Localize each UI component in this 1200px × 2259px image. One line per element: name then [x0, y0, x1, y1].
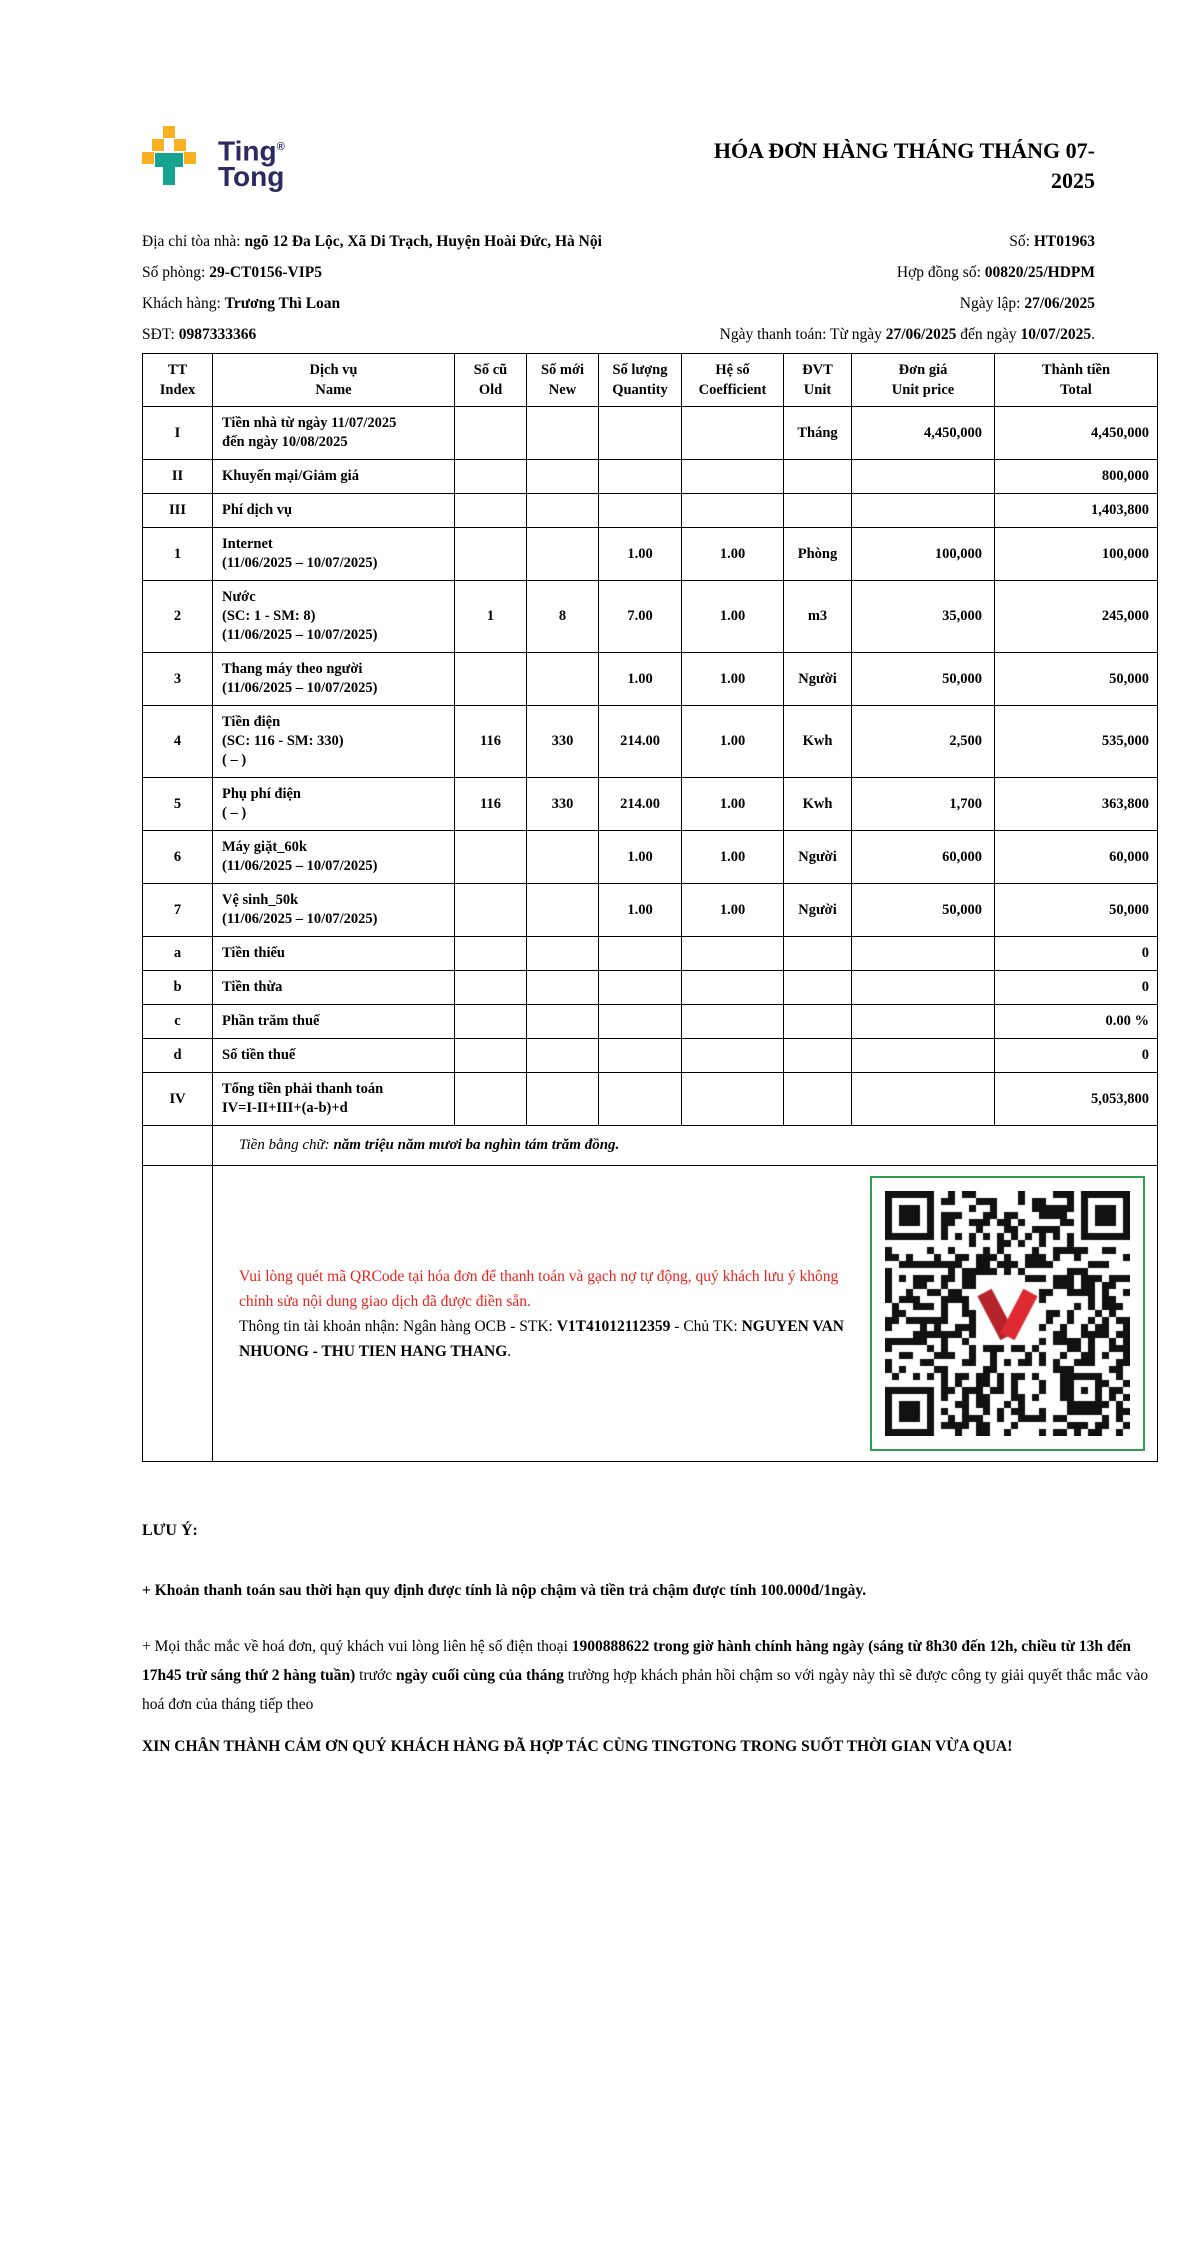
cell-coef — [682, 1073, 784, 1126]
cell-qty: 1.00 — [599, 831, 682, 884]
cell-unit: Người — [784, 884, 852, 937]
cell-total: 245,000 — [995, 581, 1158, 653]
cell-new: 330 — [527, 778, 599, 831]
cell-unit — [784, 460, 852, 494]
cell-qty — [599, 1073, 682, 1126]
cell-unit: Kwh — [784, 706, 852, 778]
table-row-c — [143, 1005, 1158, 1039]
cell-total: 50,000 — [995, 653, 1158, 706]
cell-name: Phí dịch vụ — [213, 494, 455, 528]
table-row-5 — [143, 778, 1158, 831]
cell-coef — [682, 494, 784, 528]
table-row-4 — [143, 706, 1158, 778]
cell-old: 116 — [455, 778, 527, 831]
cell-price: 35,000 — [852, 581, 995, 653]
col-header-name: Dịch vụ Name — [213, 354, 455, 407]
header-row — [143, 354, 1158, 407]
cell-total: 0.00 % — [995, 1005, 1158, 1039]
cell-new — [527, 937, 599, 971]
table-row-2 — [143, 581, 1158, 653]
amount-in-words-cell: Tiền bằng chữ: năm triệu năm mươi ba nghìn tám trăm đồng. — [213, 1126, 1158, 1166]
cell-qty: 7.00 — [599, 581, 682, 653]
cell-new — [527, 1005, 599, 1039]
cell-new — [527, 494, 599, 528]
info-line: Ngày thanh toán: Từ ngày 27/06/2025 đến ngày 10/07/2025. — [719, 326, 1095, 343]
info-line: Số phòng: 29-CT0156-VIP5 — [142, 264, 322, 281]
cell-tt: d — [143, 1039, 213, 1073]
cell-coef — [682, 937, 784, 971]
cell-new — [527, 460, 599, 494]
cell-new — [527, 884, 599, 937]
cell-coef: 1.00 — [682, 884, 784, 937]
tingtong-logo-icon — [142, 126, 196, 186]
cell-tt: 5 — [143, 778, 213, 831]
cell-unit: Người — [784, 653, 852, 706]
cell-total: 1,403,800 — [995, 494, 1158, 528]
cell-old — [455, 494, 527, 528]
cell-qty — [599, 460, 682, 494]
table-summary — [143, 1126, 1158, 1462]
info-line: Khách hàng: Trương Thì Loan — [142, 295, 341, 312]
cell-price: 2,500 — [852, 706, 995, 778]
table-header — [143, 354, 1158, 407]
cell-price: 50,000 — [852, 653, 995, 706]
cell-unit: Phòng — [784, 528, 852, 581]
cell-coef: 1.00 — [682, 653, 784, 706]
col-header-unit: ĐVT Unit — [784, 354, 852, 407]
cell-qty: 1.00 — [599, 653, 682, 706]
cell-price: 1,700 — [852, 778, 995, 831]
cell-unit — [784, 1073, 852, 1126]
invoice-table — [142, 353, 1158, 1462]
cell-new: 330 — [527, 706, 599, 778]
cell-total: 0 — [995, 937, 1158, 971]
cell-total: 4,450,000 — [995, 407, 1158, 460]
qr-row — [143, 1166, 1158, 1462]
cell-old — [455, 884, 527, 937]
cell-tt: 2 — [143, 581, 213, 653]
cell-name: Internet (11/06/2025 – 10/07/2025) — [213, 528, 455, 581]
cell-qty — [599, 971, 682, 1005]
cell-new — [527, 653, 599, 706]
notes-heading: LƯU Ý: — [142, 1522, 198, 1539]
cell-qty: 1.00 — [599, 884, 682, 937]
qr-warning-note: Vui lòng quét mã QRCode tại hóa đơn để thanh toán và gạch nợ tự động, quý khách lưu ý không chỉnh sửa nội dung giao dịch đã được điền sẵn. — [239, 1267, 839, 1310]
cell-old — [455, 407, 527, 460]
thanks-note: XIN CHÂN THÀNH CẢM ƠN QUÝ KHÁCH HÀNG ĐÃ HỢP TÁC CÙNG TINGTONG TRONG SUỐT THỜI GIAN VỪA QUA! — [142, 1738, 1013, 1755]
cell-total: 363,800 — [995, 778, 1158, 831]
cell-total: 0 — [995, 971, 1158, 1005]
cell-total: 50,000 — [995, 884, 1158, 937]
cell-unit: m3 — [784, 581, 852, 653]
col-header-qty: Số lượng Quantity — [599, 354, 682, 407]
cell-coef — [682, 1005, 784, 1039]
col-header-new: Số mới New — [527, 354, 599, 407]
cell-old — [455, 460, 527, 494]
cell-unit — [784, 1005, 852, 1039]
cell-new — [527, 1039, 599, 1073]
cell-new: 8 — [527, 581, 599, 653]
cell-total: 0 — [995, 1039, 1158, 1073]
cell-name: Tiền điện (SC: 116 - SM: 330) ( – ) — [213, 706, 455, 778]
cell-tt — [143, 1126, 213, 1166]
cell-qty — [599, 494, 682, 528]
table-row-1 — [143, 528, 1158, 581]
cell-name: Máy giặt_60k (11/06/2025 – 10/07/2025) — [213, 831, 455, 884]
cell-new — [527, 528, 599, 581]
info-line: Địa chỉ tòa nhà: ngõ 12 Đa Lộc, Xã Di Trạch, Huyện Hoài Đức, Hà Nội — [142, 233, 602, 250]
cell-name: Tổng tiền phải thanh toán IV=I-II+III+(a-b)+d — [213, 1073, 455, 1126]
tingtong-logo — [142, 126, 285, 193]
invoice-footer — [142, 1516, 1157, 1761]
cell-tt — [143, 1166, 213, 1462]
table-row-III — [143, 494, 1158, 528]
cell-unit — [784, 1039, 852, 1073]
cell-price: 60,000 — [852, 831, 995, 884]
cell-price — [852, 494, 995, 528]
cell-tt: c — [143, 1005, 213, 1039]
cell-total: 60,000 — [995, 831, 1158, 884]
qr-code-image — [885, 1191, 1130, 1436]
cell-new — [527, 1073, 599, 1126]
table-body — [143, 407, 1158, 1126]
contact-note: + Mọi thắc mắc về hoá đơn, quý khách vui lòng liên hệ số điện thoại 1900888622 trong giờ hành chính hàng ngày (sáng từ 8h30 đến 12h, chiều từ 13h đến 17h45 trừ sáng thứ 2 hàng tuần) trước ngày cuối cùng của tháng trường hợp khách phản hồi chậm so với ngày này thì sẽ được công ty giải quyết thắc mắc vào hoá đơn của tháng tiếp theo — [142, 1638, 1149, 1713]
cell-total: 800,000 — [995, 460, 1158, 494]
cell-total: 100,000 — [995, 528, 1158, 581]
late-payment-note: + Khoản thanh toán sau thời hạn quy định được tính là nộp chậm và tiền trả chậm được tính 100.000đ/1ngày. — [142, 1582, 867, 1599]
table-row-3 — [143, 653, 1158, 706]
cell-old — [455, 1039, 527, 1073]
cell-total: 535,000 — [995, 706, 1158, 778]
qr-section-cell — [213, 1166, 1158, 1462]
cell-qty — [599, 1039, 682, 1073]
table-row-b — [143, 971, 1158, 1005]
cell-coef: 1.00 — [682, 706, 784, 778]
cell-coef — [682, 971, 784, 1005]
cell-old: 116 — [455, 706, 527, 778]
cell-unit — [784, 971, 852, 1005]
cell-name: Khuyến mại/Giảm giá — [213, 460, 455, 494]
cell-qty — [599, 407, 682, 460]
cell-qty: 214.00 — [599, 778, 682, 831]
cell-coef — [682, 460, 784, 494]
cell-price — [852, 1073, 995, 1126]
cell-new — [527, 407, 599, 460]
cell-coef — [682, 1039, 784, 1073]
logo-wordmark: Ting® Tong — [218, 135, 285, 193]
cell-old — [455, 831, 527, 884]
cell-old: 1 — [455, 581, 527, 653]
cell-name: Nước (SC: 1 - SM: 8) (11/06/2025 – 10/07/2025) — [213, 581, 455, 653]
cell-old — [455, 528, 527, 581]
cell-name: Tiền nhà từ ngày 11/07/2025 đến ngày 10/08/2025 — [213, 407, 455, 460]
invoice-title: HÓA ĐƠN HÀNG THÁNG THÁNG 07- 2025 — [713, 138, 1095, 193]
table-row-d — [143, 1039, 1158, 1073]
cell-name: Phụ phí điện ( – ) — [213, 778, 455, 831]
cell-tt: I — [143, 407, 213, 460]
table-row-I — [143, 407, 1158, 460]
cell-tt: 6 — [143, 831, 213, 884]
col-header-price: Đơn giá Unit price — [852, 354, 995, 407]
amount-in-words-row — [143, 1126, 1158, 1166]
cell-tt: 1 — [143, 528, 213, 581]
building-customer-info — [142, 226, 714, 350]
cell-coef: 1.00 — [682, 581, 784, 653]
info-line: Ngày lập: 27/06/2025 — [959, 295, 1095, 312]
cell-tt: b — [143, 971, 213, 1005]
info-line: SĐT: 0987333366 — [142, 326, 257, 343]
col-header-tt: TT Index — [143, 354, 213, 407]
cell-tt: II — [143, 460, 213, 494]
cell-price: 50,000 — [852, 884, 995, 937]
cell-coef: 1.00 — [682, 778, 784, 831]
cell-price — [852, 1005, 995, 1039]
cell-price — [852, 971, 995, 1005]
table-row-7 — [143, 884, 1158, 937]
table-row-IV — [143, 1073, 1158, 1126]
invoice-info — [142, 226, 1095, 350]
cell-price: 100,000 — [852, 528, 995, 581]
cell-name: Thang máy theo người (11/06/2025 – 10/07/2025) — [213, 653, 455, 706]
cell-price — [852, 460, 995, 494]
table-row-6 — [143, 831, 1158, 884]
info-line: Số: HT01963 — [1009, 233, 1095, 250]
col-header-old: Số cũ Old — [455, 354, 527, 407]
cell-old — [455, 1005, 527, 1039]
cell-coef: 1.00 — [682, 528, 784, 581]
cell-unit — [784, 494, 852, 528]
cell-qty: 214.00 — [599, 706, 682, 778]
cell-tt: a — [143, 937, 213, 971]
cell-price: 4,450,000 — [852, 407, 995, 460]
cell-qty — [599, 937, 682, 971]
invoice-meta-info — [714, 226, 1095, 350]
cell-name: Phần trăm thuế — [213, 1005, 455, 1039]
cell-qty: 1.00 — [599, 528, 682, 581]
bank-account-info: Thông tin tài khoản nhận: Ngân hàng OCB - STK: V1T41012112359 - Chủ TK: NGUYEN VAN NHUONG - THU TIEN HANG THANG. — [239, 1317, 844, 1360]
cell-old — [455, 653, 527, 706]
col-header-total: Thành tiền Total — [995, 354, 1158, 407]
cell-old — [455, 1073, 527, 1126]
col-header-coef: Hệ số Coefficient — [682, 354, 784, 407]
payment-qr-code — [870, 1176, 1145, 1451]
payment-instructions — [225, 1264, 867, 1364]
table-row-a — [143, 937, 1158, 971]
cell-new — [527, 971, 599, 1005]
cell-qty — [599, 1005, 682, 1039]
cell-tt: 4 — [143, 706, 213, 778]
cell-name: Vệ sinh_50k (11/06/2025 – 10/07/2025) — [213, 884, 455, 937]
info-line: Hợp đồng số: 00820/25/HDPM — [896, 264, 1095, 281]
invoice-page — [142, 0, 1157, 1761]
cell-coef: 1.00 — [682, 831, 784, 884]
cell-old — [455, 971, 527, 1005]
cell-new — [527, 831, 599, 884]
cell-total: 5,053,800 — [995, 1073, 1158, 1126]
cell-tt: 7 — [143, 884, 213, 937]
cell-tt: 3 — [143, 653, 213, 706]
invoice-header — [142, 126, 1095, 196]
cell-unit: Tháng — [784, 407, 852, 460]
registered-mark-icon: ® — [276, 141, 285, 153]
cell-price — [852, 1039, 995, 1073]
cell-unit: Kwh — [784, 778, 852, 831]
cell-unit: Người — [784, 831, 852, 884]
table-row-II — [143, 460, 1158, 494]
cell-name: Tiền thừa — [213, 971, 455, 1005]
cell-coef — [682, 407, 784, 460]
cell-name: Số tiền thuế — [213, 1039, 455, 1073]
cell-old — [455, 937, 527, 971]
cell-tt: IV — [143, 1073, 213, 1126]
cell-name: Tiền thiếu — [213, 937, 455, 971]
cell-price — [852, 937, 995, 971]
cell-unit — [784, 937, 852, 971]
cell-tt: III — [143, 494, 213, 528]
